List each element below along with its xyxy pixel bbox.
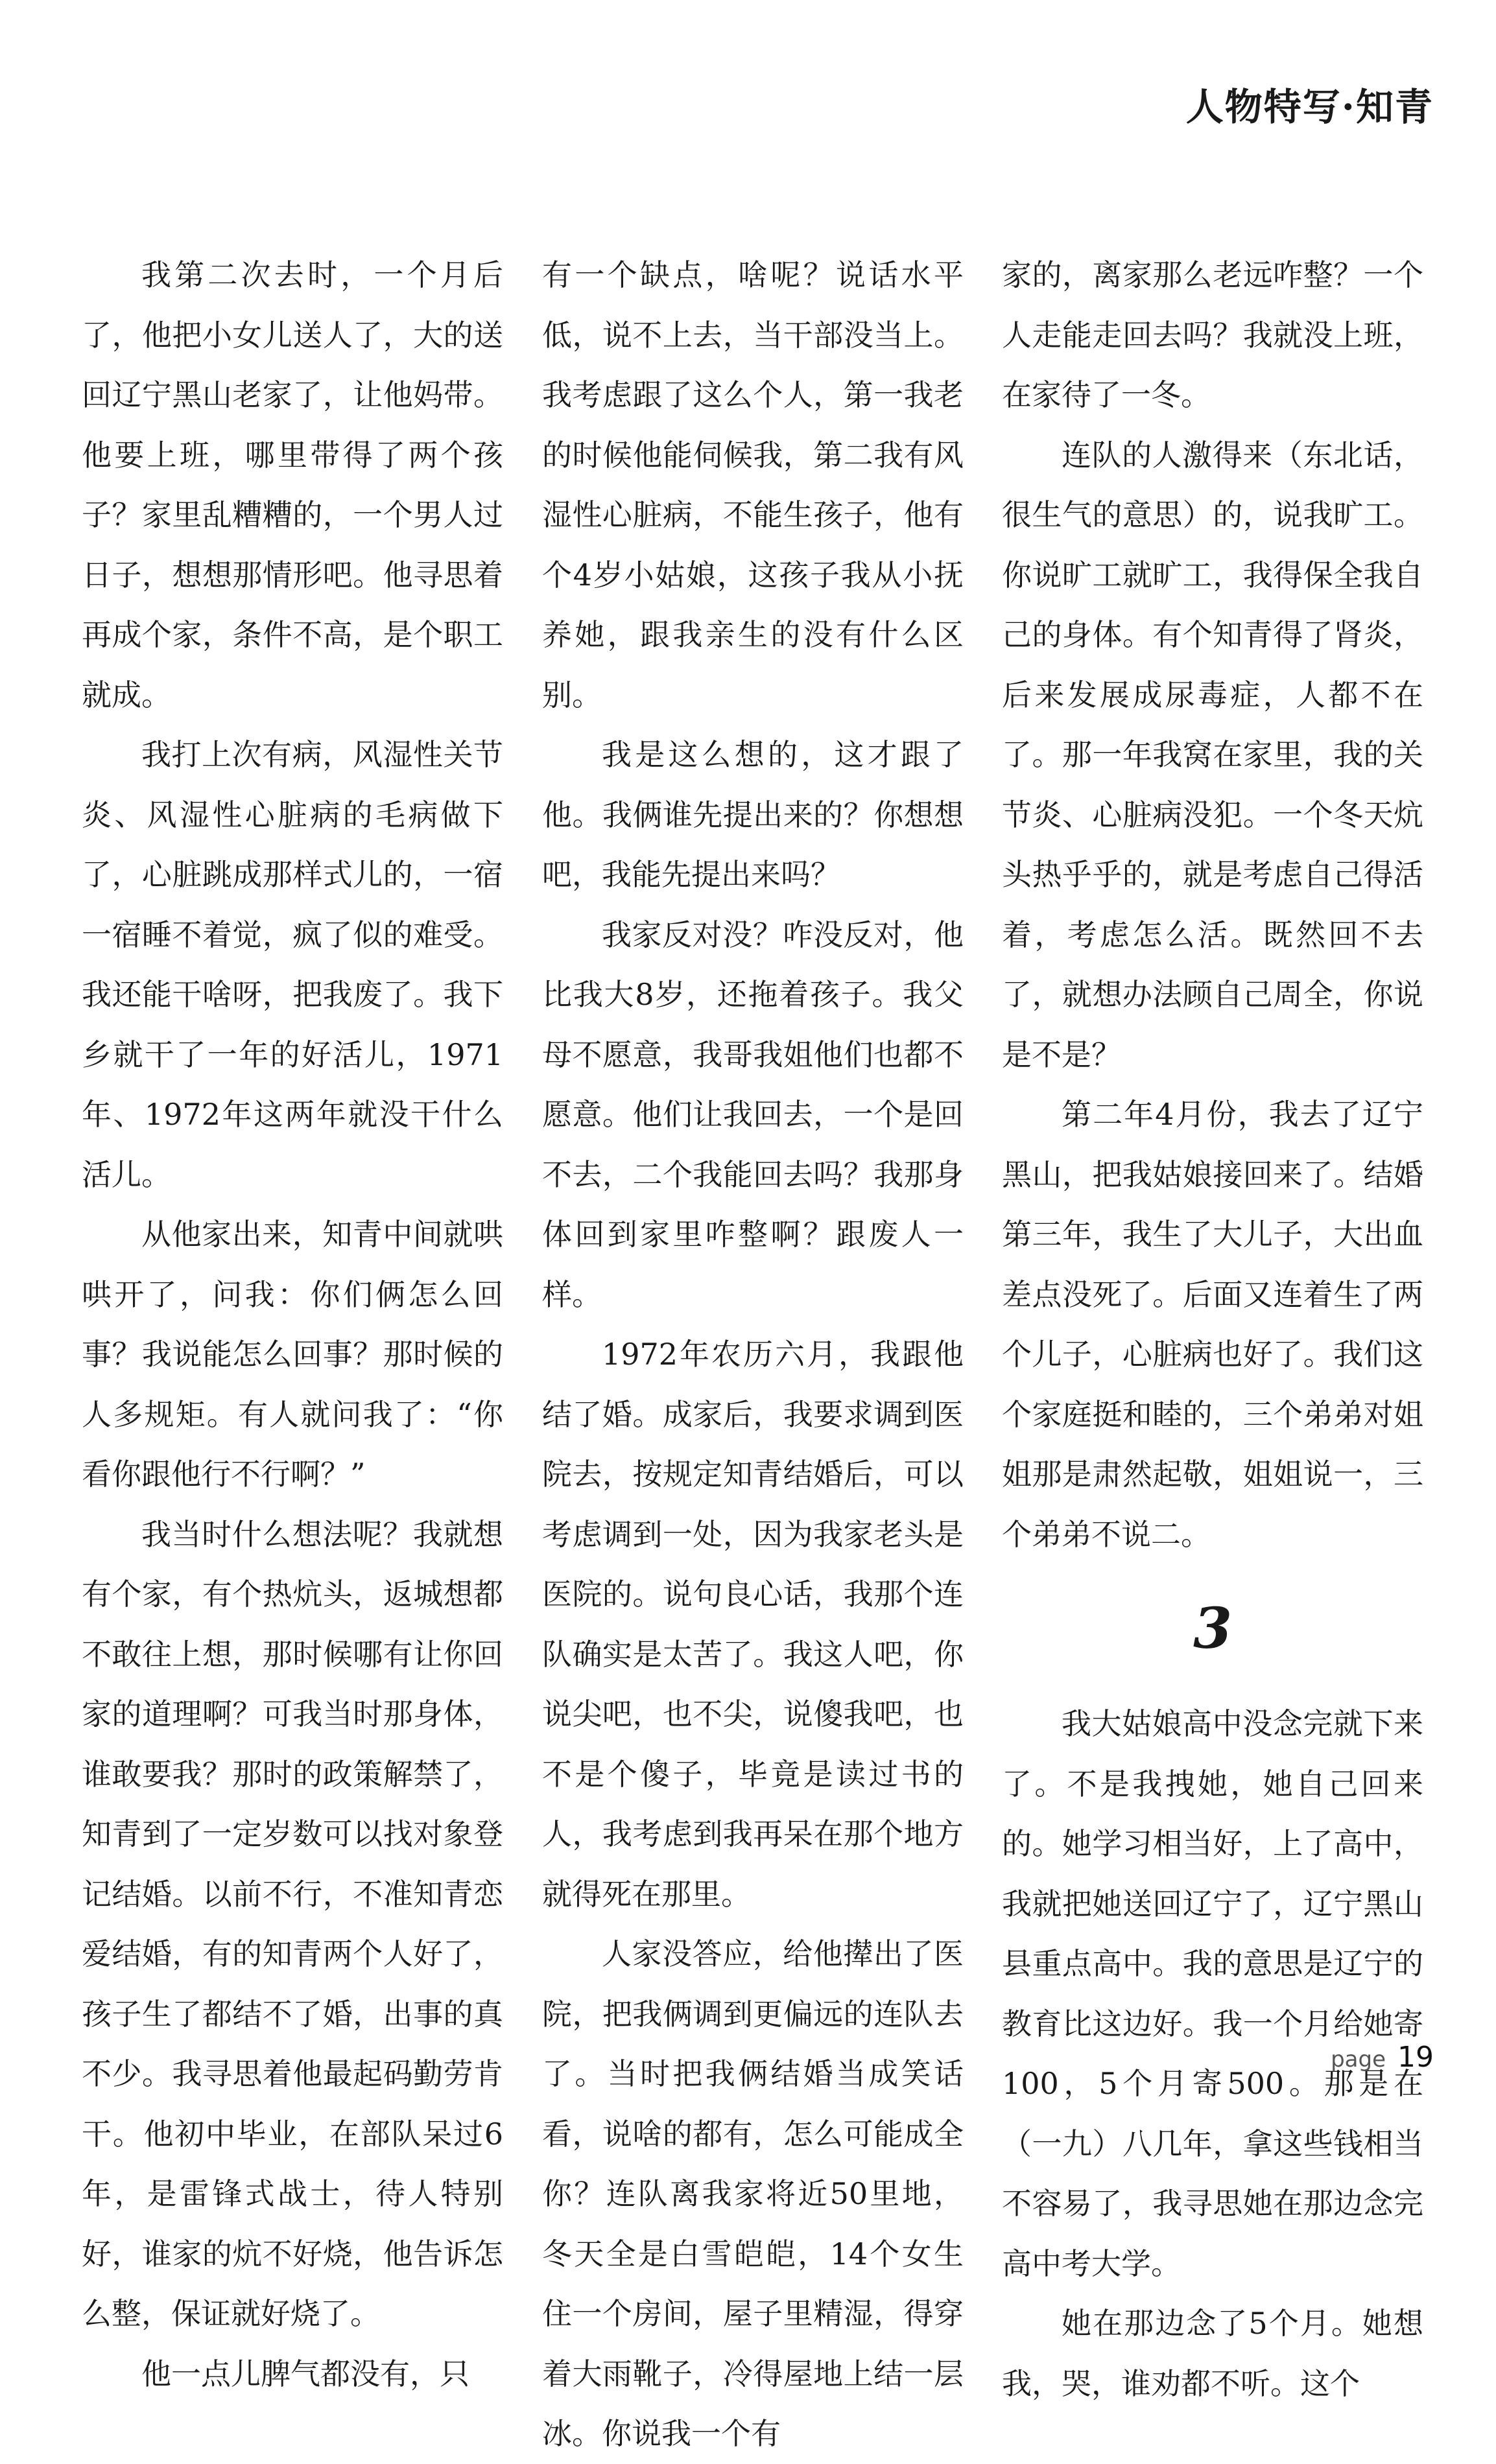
section-header: 人物特写·知青 [1185, 85, 1434, 129]
paragraph: 人家没答应，给他撵出了医院，把我俩调到更偏远的连队去了。当时把我俩结婚当成笑话看，说啥的都有，怎么可能成全你？连队离我家将近50里地，冬天全是白雪皑皑，14个女生住一个房间，屋子里精湿，得穿着大雨靴子，冷得屋地上结一层冰。你说我一个有 [542, 1936, 964, 2451]
page-label: page [1331, 2047, 1386, 2072]
paragraph: 我打上次有病，风湿性关节炎、风湿性心脏病的毛病做下了，心脏跳成那样式儿的，一宿一宿睡不着觉，疯了似的难受。我还能干啥呀，把我废了。我下乡就干了一年的好活儿，1971年、1972年这两年就没干什么活儿。 [82, 737, 503, 1192]
page-number: 19 [1397, 2041, 1434, 2074]
paragraph-continued: 有一个缺点，啥呢？说话水平低，说不上去，当干部没当上。我考虑跟了这么个人，第一我老的时候他能伺候我，第二我有风湿性心脏病，不能生孩子，他有个4岁小姑娘，这孩子我从小抚养她，跟我亲生的没有什么区别。 [542, 257, 964, 712]
paragraph: 1972年农历六月，我跟他结了婚。成家后，我要求调到医院去，按规定知青结婚后，可以考虑调到一处，因为我家老头是医院的。说句良心话，我那个连队确实是太苦了。我这人吧，你说尖吧，也不尖，说傻我吧，也不是个傻子，毕竟是读过书的人，我考虑到我再呆在那个地方就得死在那里。 [542, 1337, 964, 1912]
section-number: 3 [1193, 1596, 1232, 1661]
paragraph: 我当时什么想法呢？我就想有个家，有个热炕头，返城想都不敢往上想，那时候哪有让你回家的道理啊？可我当时那身体，谁敢要我？那时的政策解禁了，知青到了一定岁数可以找对象登记结婚。以前不行，不准知青恋爱结婚，有的知青两个人好了，孩子生了都结不了婚，出事的真不少。我寻思着他最起码勤劳肯干。他初中毕业，在部队呆过6年，是雷锋式战士，待人特别好，谁家的炕不好烧，他告诉怎么整，保证就好烧了。 [82, 1516, 503, 2331]
paragraph: 我大姑娘高中没念完就下来了。不是我拽她，她自己回来的。她学习相当好，上了高中，我就把她送回辽宁了，辽宁黑山县重点高中。我的意思是辽宁的教育比这边好。我一个月给她寄100，5个月寄500。那是在（一九）八几年，拿这些钱相当不容易了，我寻思她在那边念完高中考大学。 [1002, 1706, 1423, 2281]
paragraph: 他一点儿脾气都没有，只 [141, 2356, 469, 2391]
paragraph: 我是这么想的，这才跟了他。我俩谁先提出来的？你想想吧，我能先提出来吗？ [542, 737, 964, 892]
text-column-2 [542, 245, 964, 2464]
paragraph-continued: 家的，离家那么老远咋整？一个人走能走回去吗？我就没上班，在家待了一冬。 [1002, 257, 1423, 412]
paragraph: 我家反对没？咋没反对，他比我大8岁，还拖着孩子。我父母不愿意，我哥我姐他们也都不愿意。他们让我回去，一个是回不去，二个我能回去吗？我那身体回到家里咋整啊？跟废人一样。 [542, 917, 964, 1312]
text-column-3 [1002, 245, 1423, 2413]
text-column-1 [82, 245, 503, 2404]
paragraph: 连队的人激得来（东北话，很生气的意思）的，说我旷工。你说旷工就旷工，我得保全我自己的身体。有个知青得了肾炎，后来发展成尿毒症，人都不在了。那一年我窝在家里，我的关节炎、心脏病没犯。一个冬天炕头热乎乎的，就是考虑自己得活着，考虑怎么活。既然回不去了，就想办法顾自己周全，你说是不是？ [1002, 437, 1423, 1072]
page-footer [1331, 2041, 1434, 2074]
paragraph: 第二年4月份，我去了辽宁黑山，把我姑娘接回来了。结婚第三年，我生了大儿子，大出血差点没死了。后面又连着生了两个儿子，心脏病也好了。我们这个家庭挺和睦的，三个弟弟对姐姐那是肃然起敬，姐姐说一，三个弟弟不说二。 [1002, 1097, 1423, 1552]
paragraph: 我第二次去时，一个月后了，他把小女儿送人了，大的送回辽宁黑山老家了，让他妈带。他要上班，哪里带得了两个孩子？家里乱糟糟的，一个男人过日子，想想那情形吧。他寻思着再成个家，条件不高，是个职工就成。 [82, 257, 503, 712]
paragraph: 从他家出来，知青中间就哄哄开了，问我：你们俩怎么回事？我说能怎么回事？那时候的人多规矩。有人就问我了：“你看你跟他行不行啊？” [82, 1217, 503, 1492]
paragraph: 她在那边念了5个月。她想我，哭，谁劝都不听。这个 [1002, 2306, 1423, 2401]
